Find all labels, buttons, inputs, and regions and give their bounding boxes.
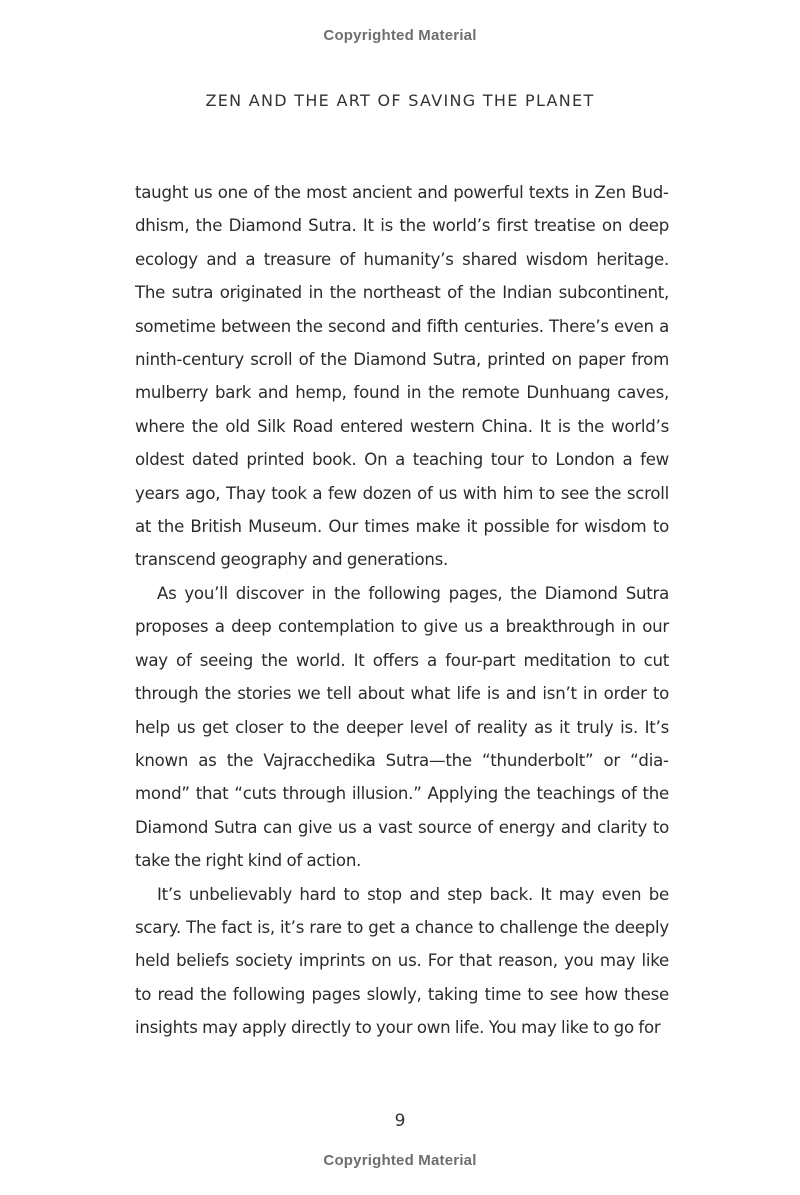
paragraph-2: As you’ll discover in the following pages, the Diamond Sutra proposes a deep contemplation to give us a breakthrough in our way of seeing the world. It offers a four-part meditation to cut through the stories we tell about what life is and isn’t in order to help us get closer to the deeper level of reality as it truly is. It’s known as the Vajracchedika Sutra—the “thunderbolt” or “diamond” that “cuts through illusion.” Applying the teachings of the Diamond Sutra can give us a vast source of energy and clarity to take the right kind of action.: [135, 583, 669, 871]
running-head: ZEN AND THE ART OF SAVING THE PLANET: [205, 91, 595, 110]
copyright-watermark-bottom: Copyrighted Material: [323, 1152, 477, 1169]
paragraph-1: taught us one of the most ancient and powerful texts in Zen Buddhism, the Diamond Sutra. It is the world’s first treatise on deep ecology and a treasure of humanity’s shared wisdom heritage. The sutra originated in the northeast of the Indian subcontinent, sometime between the second and fifth centuries. There’s even a ninth-century scroll of the Diamond Sutra, printed on paper from mulberry bark and hemp, found in the remote Dunhuang caves, where the old Silk Road entered western China. It is the world’s oldest dated printed book. On a teaching tour to London a few years ago, Thay took a few dozen of us with him to see the scroll at the British Museum. Our times make it possible for wisdom to transcend geography and generations.: [135, 183, 669, 570]
paragraph-3: It’s unbelievably hard to stop and step back. It may even be scary. The fact is, it’s rare to get a chance to challenge the deeply held beliefs society imprints on us. For that reason, you may like to read the following pages slowly, taking time to see how these insights may apply directly to your own life. You may like to go for: [135, 884, 669, 1038]
body-text: [135, 176, 669, 1045]
page-number: 9: [394, 1111, 406, 1131]
copyright-watermark-top: Copyrighted Material: [323, 27, 477, 44]
